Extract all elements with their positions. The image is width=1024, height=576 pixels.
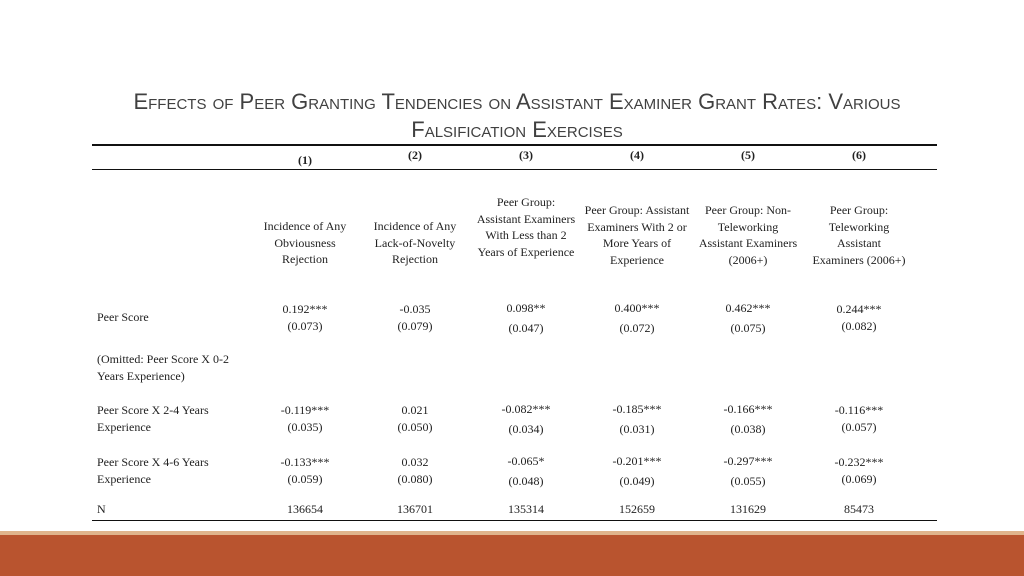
- table-bottom-rule: [92, 520, 937, 521]
- column-number-2: (2): [408, 148, 422, 162]
- coef-exp-4-6-1: -0.133*** (0.059): [280, 455, 330, 486]
- column-description-4: Peer Group: Assistant Examiners With 2 or More Years of Experience: [584, 203, 690, 267]
- column-number-3: (3): [519, 148, 533, 162]
- coef-peer-score-2: -0.035 (0.079): [397, 302, 433, 333]
- coef-exp-2-4-1: -0.119*** (0.035): [280, 403, 330, 434]
- column-description-3: Peer Group: Assistant Examiners With Less than 2 Years of Experience: [476, 195, 576, 259]
- coef-exp-2-4-4: -0.185*** (0.031): [612, 402, 662, 436]
- n-value-1: 136654: [287, 502, 323, 516]
- coef-exp-4-6-4: -0.201*** (0.049): [612, 454, 662, 488]
- coef-exp-4-6-6: -0.232*** (0.069): [834, 455, 884, 486]
- column-description-2: Incidence of Any Lack-of-Novelty Rejection: [373, 219, 457, 266]
- column-description-5: Peer Group: Non-Teleworking Assistant Examiners (2006+): [698, 203, 798, 267]
- n-value-5: 131629: [730, 502, 766, 516]
- column-description-1: Incidence of Any Obviousness Rejection: [263, 219, 347, 266]
- row-label-omitted: (Omitted: Peer Score X 0-2 Years Experience): [97, 352, 229, 383]
- n-value-6: 85473: [844, 502, 874, 516]
- coef-peer-score-5: 0.462*** (0.075): [725, 301, 771, 335]
- column-number-4: (4): [630, 148, 644, 162]
- column-number-6: (6): [852, 148, 866, 162]
- n-value-4: 152659: [619, 502, 655, 516]
- coef-exp-2-4-6: -0.116*** (0.057): [834, 403, 884, 434]
- coef-exp-2-4-2: 0.021 (0.050): [397, 403, 433, 434]
- row-label-exp-4-6: Peer Score X 4-6 Years Experience: [97, 455, 209, 486]
- table-top-rule: [92, 144, 937, 146]
- slide-title: Effects of Peer Granting Tendencies on Assistant Examiner Grant Rates: Various Falsification Exercises: [133, 89, 901, 142]
- coef-peer-score-4: 0.400*** (0.072): [614, 301, 660, 335]
- coef-exp-4-6-3: -0.065* (0.048): [507, 454, 545, 488]
- coef-exp-2-4-3: -0.082*** (0.034): [501, 402, 551, 436]
- footer-bar: [0, 535, 1024, 576]
- row-label-n: N: [97, 502, 106, 516]
- coef-peer-score-1: 0.192*** (0.073): [282, 302, 328, 333]
- row-label-exp-2-4: Peer Score X 2-4 Years Experience: [97, 403, 209, 434]
- coef-exp-4-6-5: -0.297*** (0.055): [723, 454, 773, 488]
- row-label-peer-score: Peer Score: [97, 310, 149, 324]
- n-value-2: 136701: [397, 502, 433, 516]
- column-description-6: Peer Group: Teleworking Assistant Examiners (2006+): [812, 203, 906, 267]
- column-number-5: (5): [741, 148, 755, 162]
- n-value-3: 135314: [508, 502, 544, 516]
- column-number-1: (1): [298, 153, 312, 167]
- coef-exp-4-6-2: 0.032 (0.080): [397, 455, 433, 486]
- table-header-rule: [92, 169, 937, 170]
- coef-exp-2-4-5: -0.166*** (0.038): [723, 402, 773, 436]
- coef-peer-score-6: 0.244*** (0.082): [836, 302, 882, 333]
- coef-peer-score-3: 0.098** (0.047): [506, 301, 546, 335]
